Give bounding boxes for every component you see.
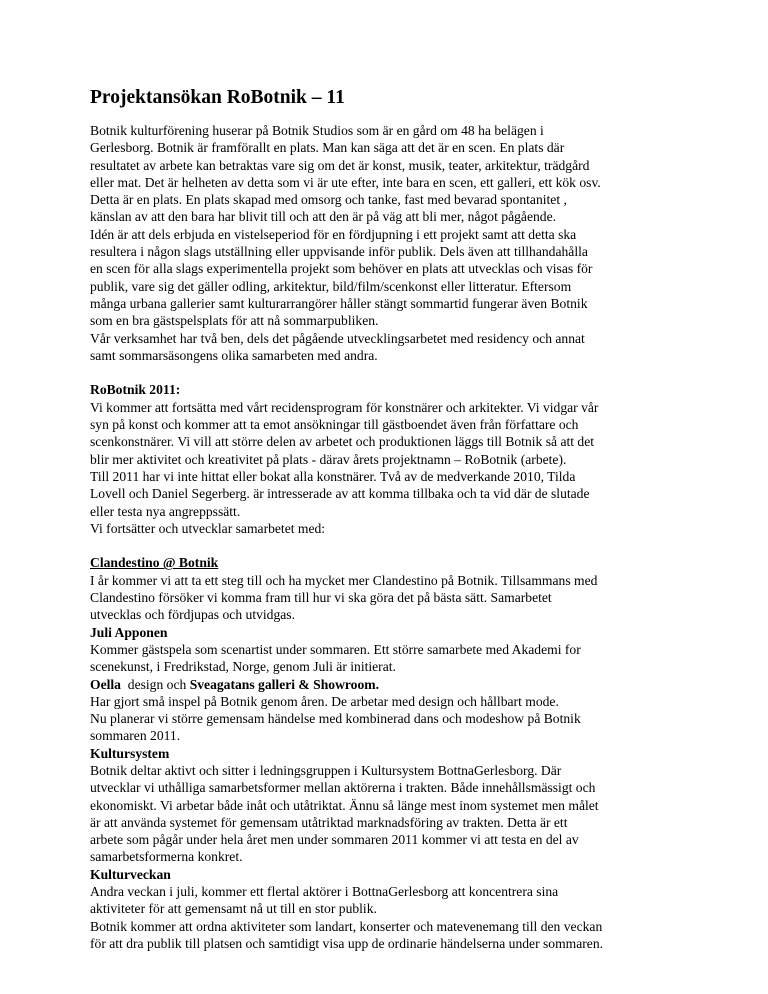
robotnik-line: Vi kommer att fortsätta med vårt recidensprogram för konstnärer och arkitekter. Vi vidgar vår: [90, 399, 599, 415]
robotnik-line: Vi fortsätter och utvecklar samarbetet med:: [90, 520, 326, 536]
kulturveckan-line: Andra veckan i juli, kommer ett flertal aktörer i BottnaGerlesborg att koncentrera sina: [90, 884, 559, 900]
clandestino-heading: Clandestino @ Botnik: [90, 555, 219, 571]
sveagatan-name: Sveagatans galleri & Showroom.: [189, 676, 379, 692]
oella-line: Har gjort små inspel på Botnik genom åren. De arbetar med design och hållbart mode.: [90, 693, 559, 709]
kultursystem-line: Botnik deltar aktivt och sitter i ledningsgruppen i Kultursystem BottnaGerlesborg. Där: [90, 762, 562, 778]
robotnik-line: Lovell och Daniel Segerberg. är intresserade av att komma tillbaka och ta vid där de slutade: [90, 486, 590, 502]
intro-line: känslan av att den bara har blivit till och att den är på väg att bli mer, något pågående.: [90, 209, 557, 225]
kultursystem-line: utvecklar vi uthålliga samarbetsformer mellan aktörerna i trakten. Både innehållsmässigt och: [90, 780, 596, 796]
intro-line: Detta är en plats. En plats skapad med omsorg och tanke, fast med bevarad spontanitet ,: [90, 192, 567, 208]
intro-line: publik, vare sig det gäller odling, arkitektur, bild/film/scenkonst eller litteratur. Eftersom: [90, 278, 572, 294]
paragraph-spacer: [90, 537, 690, 554]
clandestino-line: Clandestino försöker vi komma fram till hur vi ska göra det på bästa sätt. Samarbetet: [90, 590, 552, 606]
kulturveckan-heading: Kulturveckan: [90, 866, 171, 882]
robotnik-line: scenkonstnärer. Vi vill att större delen av arbetet och produktionen läggs till Botnik så att det: [90, 434, 595, 450]
kultursystem-line: är att använda systemet för gemensam utåtriktad marknadsföring av trakten. Detta är ett: [90, 814, 568, 830]
document-page: [90, 86, 690, 952]
intro-paragraph: [90, 122, 690, 952]
kultursystem-heading: Kultursystem: [90, 745, 170, 761]
oella-name: Oella: [90, 676, 121, 692]
intro-line: samt sommarsäsongens olika samarbeten med andra.: [90, 347, 378, 363]
kulturveckan-line: för att dra publik till platsen och samtidigt visa upp de ordinarie händelserna under sommaren.: [90, 935, 604, 951]
robotnik-line: eller testa nya angreppssätt.: [90, 503, 241, 519]
intro-line: eller mat. Det är helheten av detta som vi är ute efter, inte bara en scen, ett galleri, ett kök osv.: [90, 174, 601, 190]
robotnik-line: syn på konst och kommer att ta emot ansökningar till gästboendet även från författare och: [90, 417, 579, 433]
intro-line: Botnik kulturförening huserar på Botnik Studios som är en gård om 48 ha belägen i: [90, 123, 544, 138]
intro-line: Vår verksamhet har två ben, dels det pågående utvecklingsarbetet med residency och annat: [90, 330, 585, 346]
juli-line: scenekunst, i Fredrikstad, Norge, genom Juli är initierat.: [90, 659, 396, 675]
oella-line: Nu planerar vi större gemensam händelse med kombinerad dans och modeshow på Botnik: [90, 711, 581, 727]
juli-heading: Juli Apponen: [90, 624, 168, 640]
clandestino-line: I år kommer vi att ta ett steg till och ha mycket mer Clandestino på Botnik. Tillsammans med: [90, 572, 598, 588]
document-title: Projektansökan RoBotnik – 11: [90, 87, 345, 108]
kultursystem-line: arbete som pågår under hela året men under sommaren 2011 kommer vi att testa en del av: [90, 832, 579, 848]
kultursystem-line: samarbetsformerna konkret.: [90, 849, 243, 865]
robotnik-line: blir mer aktivitet och kreativitet på plats - därav årets projektnamn – RoBotnik (arbete).: [90, 451, 567, 467]
kulturveckan-line: aktiviteter för att gemensamt nå ut till en stor publik.: [90, 901, 377, 917]
oella-line: sommaren 2011.: [90, 728, 181, 744]
robotnik-line: Till 2011 har vi inte hittat eller bokat alla konstnärer. Två av de medverkande 2010, Tilda: [90, 468, 576, 484]
intro-line: resultatet av arbete kan betraktas vare sig om det är konst, musik, teater, arkitektur, trädgård: [90, 157, 590, 173]
oella-heading: [90, 676, 690, 693]
clandestino-line: utvecklas och fördjupas och utvidgas.: [90, 607, 295, 623]
intro-line: resultera i någon slags utställning eller uppvisande inför publik. Dels även att tillhandahålla: [90, 244, 588, 260]
oella-connector: design och: [120, 676, 190, 692]
intro-line: en scen för alla slags experimentella projekt som behöver en plats att utvecklas och visas för: [90, 261, 593, 277]
juli-line: Kommer gästspela som scenartist under sommaren. Ett större samarbete med Akademi for: [90, 641, 581, 657]
intro-line: Idén är att dels erbjuda en vistelseperiod för en fördjupning i ett projekt samt att detta ska: [90, 226, 577, 242]
intro-line: Gerlesborg. Botnik är framförallt en plats. Man kan säga att det är en scen. En plats där: [90, 140, 565, 156]
kulturveckan-line: Botnik kommer att ordna aktiviteter som landart, konserter och matevenemang till den veckan: [90, 918, 603, 934]
intro-line: som en bra gästspelsplats för att nå sommarpubliken.: [90, 313, 379, 329]
kultursystem-line: ekonomiskt. Vi arbetar både inåt och utåtriktat. Ännu så länge mest inom systemet men målet: [90, 797, 599, 813]
robotnik-heading: RoBotnik 2011:: [90, 382, 181, 398]
paragraph-spacer: [90, 364, 690, 381]
intro-line: många urbana gallerier samt kulturarrangörer håller stängt sommartid fungerar även Botnik: [90, 295, 588, 311]
